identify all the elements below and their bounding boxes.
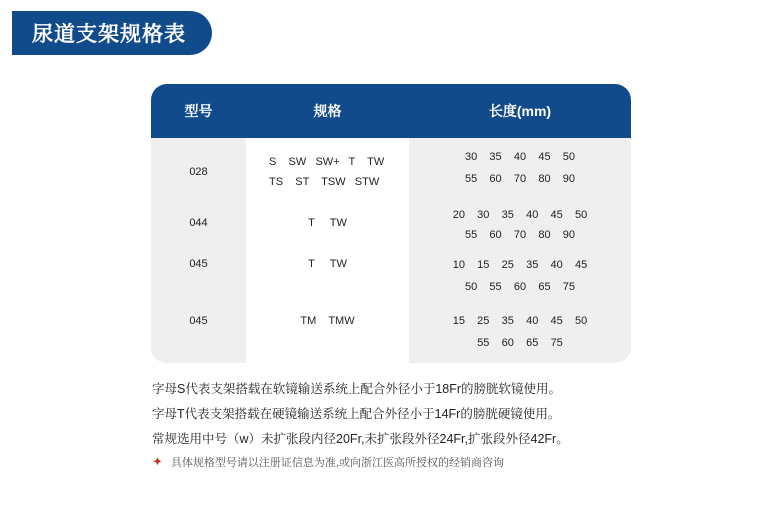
row-4-length [409,310,631,354]
spec-table [151,84,631,363]
row-2-model: 044 [189,217,208,229]
header-model: 型号 [184,103,213,119]
row-4-length-line-1: 15 25 35 40 45 50 [452,315,588,327]
row-3-spec-line-1: T TW [308,258,347,270]
notes [152,377,762,452]
row-1-spec [246,152,409,192]
row-1-model: 028 [189,166,208,178]
star-icon: ✦ [152,454,163,469]
row-3-length [409,254,631,298]
header-length: 长度(mm) [488,103,552,119]
row-1-length [409,146,631,190]
page-title: 尿道支架规格表 [12,11,212,55]
row-2-spec [246,213,409,233]
row-1-spec-line-1: S SW SW+ T TW [269,156,385,168]
row-2-length [409,205,631,245]
row-2-spec-line-1: T TW [308,217,347,229]
row-4-model: 045 [189,315,208,327]
table-header [151,84,631,138]
row-2-length-line-2: 55 60 70 80 90 [464,229,576,241]
row-3-length-line-1: 10 15 25 35 40 45 [452,259,588,271]
footnote [152,454,504,470]
row-3-model: 045 [189,258,208,270]
row-1-spec-line-2: TS ST TSW STW [269,176,380,188]
row-4-length-line-2: 55 60 65 75 [477,337,563,349]
row-4-spec [246,311,409,331]
row-1-length-line-2: 55 60 70 80 90 [464,173,576,185]
note-3: 常规选用中号（w）未扩张段内径20Fr,未扩张段外径24Fr,扩张段外径42Fr。 [152,432,569,446]
note-2: 字母T代表支架搭载在硬镜输送系统上配合外径小于14Fr的膀胱硬镜使用。 [152,407,561,421]
row-1-length-line-1: 30 35 40 45 50 [464,151,576,163]
row-4-spec-line-1: TM TMW [300,315,355,327]
header-spec: 规格 [313,103,342,119]
row-3-length-line-2: 50 55 60 65 75 [464,281,576,293]
footnote-text: 具体规格型号请以注册证信息为准,或向浙江医高所授权的经销商咨询 [170,457,504,469]
note-1: 字母S代表支架搭载在软镜输送系统上配合外径小于18Fr的膀胱软镜使用。 [152,382,562,396]
row-3-spec [246,254,409,274]
row-2-length-line-1: 20 30 35 40 45 50 [452,209,588,221]
